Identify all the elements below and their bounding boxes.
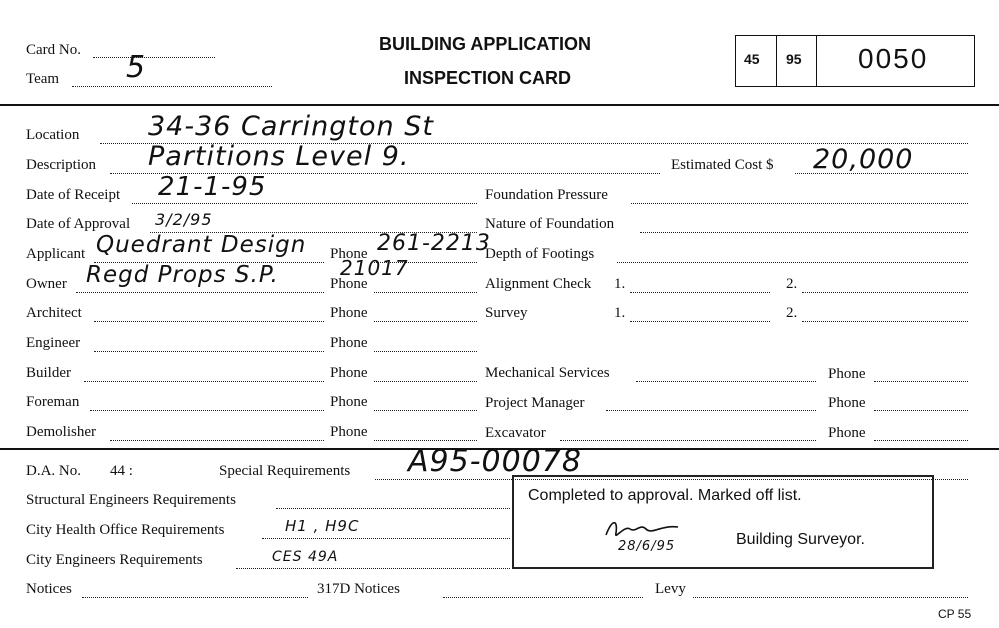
- architect-phone-label: Phone: [330, 305, 368, 321]
- box-year-b: 95: [786, 51, 802, 67]
- location-value: 34-36 Carrington St: [148, 111, 434, 142]
- health-requirements-field[interactable]: [262, 538, 510, 539]
- alignment-2-field[interactable]: [802, 292, 968, 293]
- nature-foundation-field[interactable]: [640, 232, 968, 233]
- team-field[interactable]: [72, 86, 272, 87]
- alignment-check-label: Alignment Check: [485, 276, 592, 292]
- survey-1-field[interactable]: [630, 321, 770, 322]
- owner-phone-value: 21017: [340, 256, 409, 280]
- owner-label: Owner: [26, 276, 67, 292]
- estimated-cost-label: Estimated Cost $: [671, 157, 774, 173]
- structural-requirements-field[interactable]: [276, 508, 510, 509]
- engineer-phone-label: Phone: [330, 335, 368, 351]
- builder-phone-field[interactable]: [374, 381, 477, 382]
- excavator-phone-label: Phone: [828, 425, 866, 441]
- box-divider-2: [816, 35, 817, 87]
- date-approval-label: Date of Approval: [26, 216, 131, 232]
- card-number-box: [735, 35, 975, 87]
- team-label: Team: [26, 71, 60, 87]
- notices-label: Notices: [26, 581, 72, 597]
- date-receipt-label: Date of Receipt: [26, 187, 121, 203]
- survey-2-field[interactable]: [802, 321, 968, 322]
- applicant-value: Quedrant Design: [96, 232, 307, 258]
- da-no-label: D.A. No.: [26, 463, 81, 479]
- builder-field[interactable]: [84, 381, 324, 382]
- stamp-building-surveyor: Building Surveyor.: [736, 531, 865, 548]
- owner-value: Regd Props S.P.: [86, 262, 279, 288]
- levy-label: Levy: [655, 581, 686, 597]
- owner-phone-label: Phone: [330, 276, 368, 292]
- excavator-label: Excavator: [485, 425, 546, 441]
- card-no-field[interactable]: [93, 57, 215, 58]
- card-no-label: Card No.: [26, 42, 81, 58]
- demolisher-label: Demolisher: [26, 424, 96, 440]
- builder-label: Builder: [26, 365, 71, 381]
- architect-label: Architect: [26, 305, 82, 321]
- location-label: Location: [26, 127, 80, 143]
- title-line-1: BUILDING APPLICATION: [379, 34, 591, 54]
- box-card-number: 0050: [858, 43, 929, 74]
- special-requirements-value: A95-00078: [408, 444, 582, 479]
- date-approval-value: 3/2/95: [155, 210, 213, 229]
- excavator-phone-field[interactable]: [874, 440, 968, 441]
- date-receipt-field[interactable]: [132, 203, 477, 204]
- box-divider-1: [776, 35, 777, 87]
- da-no-value: 44 :: [110, 463, 133, 479]
- foundation-pressure-label: Foundation Pressure: [485, 187, 608, 203]
- foreman-phone-label: Phone: [330, 394, 368, 410]
- mechanical-phone-label: Phone: [828, 366, 866, 382]
- foreman-label: Foreman: [26, 394, 80, 410]
- architect-field[interactable]: [94, 321, 324, 322]
- special-requirements-label: Special Requirements: [219, 463, 351, 479]
- demolisher-phone-field[interactable]: [374, 440, 477, 441]
- header-divider: [0, 104, 999, 106]
- notices-317d-field[interactable]: [443, 597, 643, 598]
- project-manager-label: Project Manager: [485, 395, 585, 411]
- notices-317d-label: 317D Notices: [317, 581, 400, 597]
- stamp-date: 28/6/95: [618, 539, 676, 554]
- description-value: Partitions Level 9.: [148, 141, 410, 172]
- demolisher-phone-label: Phone: [330, 424, 368, 440]
- approval-stamp: [512, 475, 934, 569]
- depth-footings-label: Depth of Footings: [485, 246, 595, 262]
- owner-phone-field[interactable]: [374, 292, 477, 293]
- city-engineers-label: City Engineers Requirements: [26, 552, 203, 568]
- title-line-2: INSPECTION CARD: [404, 68, 572, 88]
- stamp-completed-text: Completed to approval. Marked off list.: [528, 487, 802, 504]
- date-receipt-value: 21-1-95: [158, 172, 267, 202]
- description-label: Description: [26, 157, 96, 173]
- structural-requirements-label: Structural Engineers Requirements: [26, 492, 236, 508]
- mechanical-phone-field[interactable]: [874, 381, 968, 382]
- depth-footings-field[interactable]: [617, 262, 968, 263]
- survey-2-label: 2.: [786, 305, 798, 321]
- city-engineers-field[interactable]: [236, 568, 510, 569]
- city-engineers-value: CES 49A: [272, 549, 339, 565]
- team-value: 5: [126, 50, 147, 85]
- cp-code: CP 55: [938, 607, 972, 621]
- foreman-field[interactable]: [90, 410, 324, 411]
- owner-field[interactable]: [76, 292, 324, 293]
- applicant-phone-label: Phone: [330, 246, 368, 262]
- foreman-phone-field[interactable]: [374, 410, 477, 411]
- health-requirements-value: H1 , H9C: [285, 517, 360, 535]
- alignment-2-label: 2.: [786, 276, 798, 292]
- architect-phone-field[interactable]: [374, 321, 477, 322]
- box-year-a: 45: [744, 51, 760, 67]
- nature-foundation-label: Nature of Foundation: [485, 216, 615, 232]
- builder-phone-label: Phone: [330, 365, 368, 381]
- applicant-label: Applicant: [26, 246, 86, 262]
- project-manager-field[interactable]: [606, 410, 816, 411]
- engineer-phone-field[interactable]: [374, 351, 477, 352]
- estimated-cost-value: 20,000: [813, 144, 914, 175]
- applicant-phone-value: 261-2213: [377, 231, 491, 256]
- excavator-field[interactable]: [560, 440, 816, 441]
- mechanical-services-field[interactable]: [636, 381, 816, 382]
- mechanical-services-label: Mechanical Services: [485, 365, 610, 381]
- alignment-1-field[interactable]: [630, 292, 770, 293]
- foundation-pressure-field[interactable]: [631, 203, 968, 204]
- survey-1-label: 1.: [614, 305, 626, 321]
- survey-label: Survey: [485, 305, 528, 321]
- project-manager-phone-label: Phone: [828, 395, 866, 411]
- alignment-1-label: 1.: [614, 276, 626, 292]
- health-requirements-label: City Health Office Requirements: [26, 522, 225, 538]
- demolisher-field[interactable]: [110, 440, 324, 441]
- engineer-field[interactable]: [94, 351, 324, 352]
- project-manager-phone-field[interactable]: [874, 410, 968, 411]
- notices-field[interactable]: [82, 597, 308, 598]
- engineer-label: Engineer: [26, 335, 81, 351]
- levy-field[interactable]: [693, 597, 968, 598]
